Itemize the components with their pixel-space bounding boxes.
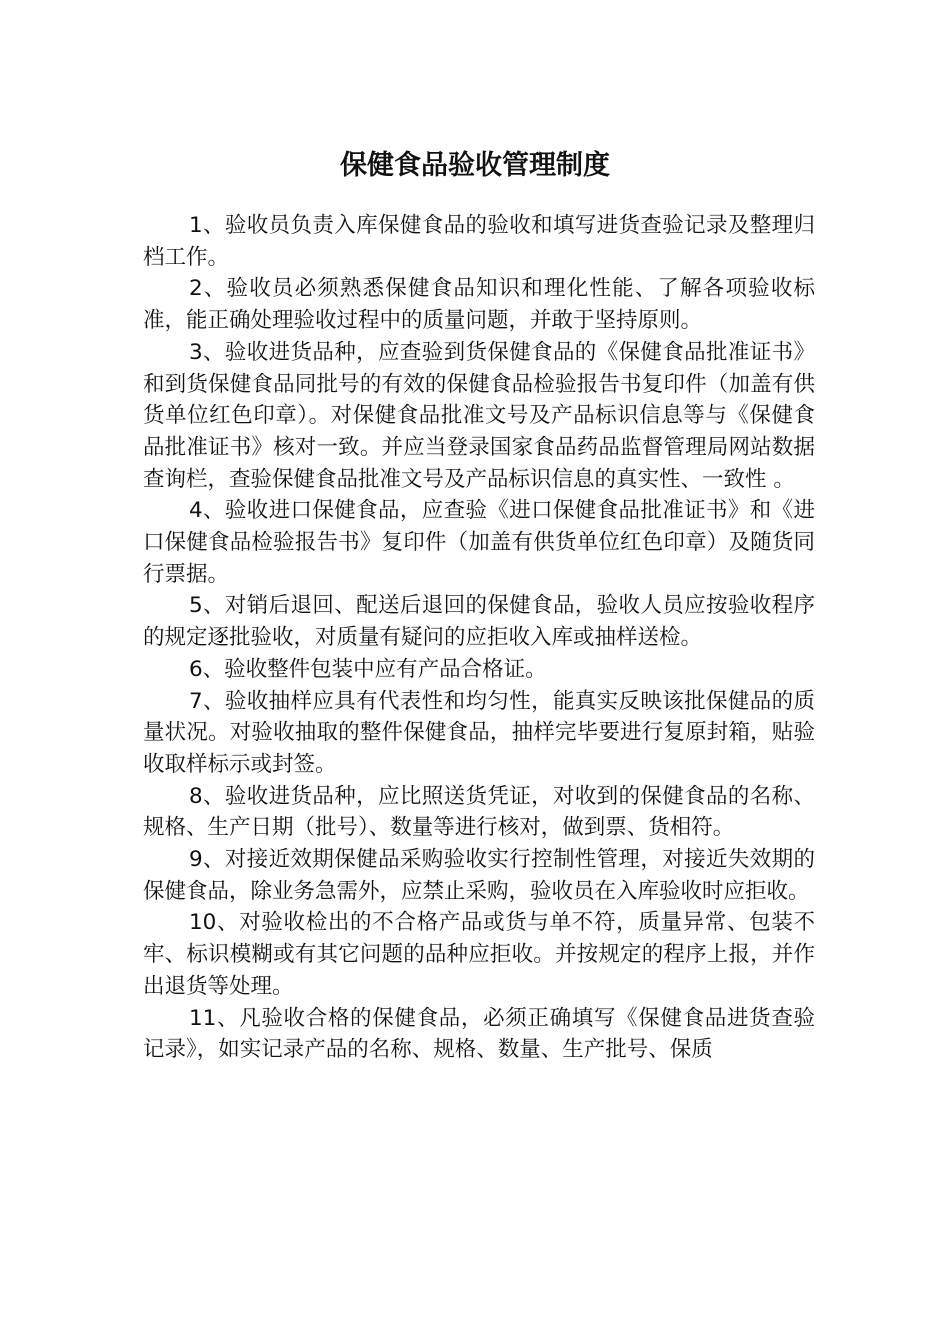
paragraph-10: 10、对验收检出的不合格产品或货与单不符，质量异常、包装不牢、标识模糊或有其它问题的品种应拒收。并按规定的程序上报，并作出退货等处理。: [143, 910, 815, 999]
paragraph-11: 11、凡验收合格的保健食品，必须正确填写《保健食品进货查验记录》，如实记录产品的名称、规格、数量、生产批号、保质: [143, 1005, 815, 1063]
paragraph-4: 4、验收进口保健食品，应查验《进口保健食品批准证书》和《进口保健食品检验报告书》复印件（加盖有供货单位红色印章）及随货同行票据。: [143, 498, 815, 587]
paragraph-5: 5、对销后退回、配送后退回的保健食品，验收人员应按验收程序的规定逐批验收，对质量有疑问的应拒收入库或抽样送检。: [143, 593, 815, 651]
paragraph-9: 9、对接近效期保健品采购验收实行控制性管理，对接近失效期的保健食品，除业务急需外，应禁止采购，验收员在入库验收时应拒收。: [143, 847, 815, 904]
paragraph-1: 1、验收员负责入库保健食品的验收和填写进货查验记录及整理归档工作。: [143, 213, 815, 270]
paragraph-2: 2、验收员必须熟悉保健食品知识和理化性能、了解各项验收标准，能正确处理验收过程中的质量问题，并敢于坚持原则。: [143, 276, 815, 334]
document-title: 保健食品验收管理制度: [340, 150, 610, 181]
paragraph-8: 8、验收进货品种，应比照送货凭证，对收到的保健食品的名称、规格、生产日期（批号）、数量等进行核对，做到票、货相符。: [143, 783, 815, 841]
paragraph-6: 6、验收整件包装中应有产品合格证。: [189, 656, 547, 682]
document-body: [143, 210, 815, 1066]
paragraph-3: 3、验收进货品种，应查验到货保健食品的《保健食品批准证书》和到货保健食品同批号的有效的保健食品检验报告书复印件（加盖有供货单位红色印章）。对保健食品批准文号及产品标识信息等与《保健食品批准证书》核对一致。并应当登录国家食品药品监督管理局网站数据查询栏，查验保健食品批准文号及产品标识信息的真实性、一致性 。: [143, 339, 815, 492]
paragraph-7: 7、验收抽样应具有代表性和均匀性，能真实反映该批保健品的质量状况。对验收抽取的整件保健食品，抽样完毕要进行复原封箱，贴验收取样标示或封签。: [143, 688, 815, 777]
